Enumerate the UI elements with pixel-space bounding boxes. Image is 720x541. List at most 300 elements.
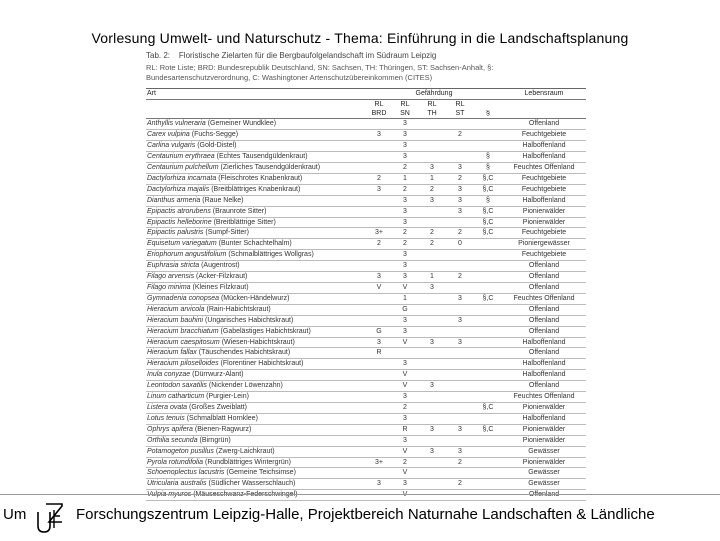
species-common-name: (Birngrün) (199, 436, 231, 444)
rl-st-cell (446, 435, 474, 446)
rl-th-cell (418, 217, 446, 228)
habitat-cell: Feuchtgebiete (502, 173, 586, 184)
species-cell (146, 413, 366, 424)
table-row (146, 173, 586, 184)
rl-brd-cell: V (366, 283, 392, 294)
rl-sn-cell: 2 (392, 163, 418, 174)
table-row (146, 283, 586, 294)
rl-st-cell: 2 (446, 479, 474, 490)
species-cell (146, 272, 366, 283)
habitat-cell: Pionierwälder (502, 457, 586, 468)
rl-brd-cell (366, 163, 392, 174)
species-common-name: (Echtes Tausendgüldenkraut) (216, 153, 308, 161)
rl-brd-cell (366, 468, 392, 479)
table-row (146, 479, 586, 490)
rl-sn-cell: 2 (392, 239, 418, 250)
table-row (146, 130, 586, 141)
protection-cell: § (474, 195, 502, 206)
rl-brd-cell: 3 (366, 479, 392, 490)
species-cell (146, 184, 366, 195)
habitat-cell: Feuchtes Offenland (502, 293, 586, 304)
species-cell (146, 337, 366, 348)
rl-brd-cell: G (366, 326, 392, 337)
species-name: Listera ovata (147, 403, 188, 411)
table-row (146, 402, 586, 413)
table-row (146, 272, 586, 283)
header-rl-st: RL (455, 100, 465, 108)
caption-label: Tab. 2: (146, 51, 171, 60)
protection-cell: §,C (474, 228, 502, 239)
species-cell (146, 457, 366, 468)
species-common-name: (Dürrwurz-Alant) (192, 371, 244, 379)
ufz-logo-icon (32, 498, 74, 536)
rl-brd-cell: 3+ (366, 228, 392, 239)
table-row (146, 163, 586, 174)
rl-st-cell (446, 468, 474, 479)
habitat-cell: Gewässer (502, 468, 586, 479)
habitat-cell: Halboffenland (502, 359, 586, 370)
caption-text: Floristische Zielarten für die Bergbaufolgelandschaft im Südraum Leipzig (178, 51, 437, 60)
habitat-cell: Feuchtgebiete (502, 228, 586, 239)
table-row (146, 381, 586, 392)
protection-cell (474, 370, 502, 381)
rl-st-cell: 3 (446, 184, 474, 195)
habitat-cell: Pionierwälder (502, 424, 586, 435)
footer-divider (0, 494, 720, 495)
rl-sn-cell: 3 (392, 206, 418, 217)
table-row (146, 217, 586, 228)
species-cell (146, 152, 366, 163)
species-common-name: (Täuschendes Habichtskraut) (198, 349, 291, 357)
species-cell (146, 424, 366, 435)
table-row (146, 261, 586, 272)
protection-cell: §,C (474, 173, 502, 184)
habitat-cell: Offenland (502, 119, 586, 130)
protection-cell (474, 141, 502, 152)
rl-brd-cell (366, 152, 392, 163)
species-common-name: (Zwerg-Laichkraut) (215, 447, 275, 455)
protection-cell (474, 326, 502, 337)
rl-sn-cell: 2 (392, 457, 418, 468)
table-row (146, 424, 586, 435)
habitat-cell: Halboffenland (502, 337, 586, 348)
rl-th-cell (418, 457, 446, 468)
rl-brd-cell (366, 261, 392, 272)
rl-st-cell: 3 (446, 195, 474, 206)
species-name: Filago minima (147, 284, 191, 291)
rl-st-cell (446, 217, 474, 228)
rl-th-cell: 3 (418, 381, 446, 392)
species-common-name: (Purgier-Lein) (206, 393, 249, 401)
habitat-cell: Feuchtes Offenland (502, 163, 586, 174)
rl-brd-cell (366, 392, 392, 403)
species-common-name: (Wiesen-Habichtskraut) (221, 338, 295, 346)
species-common-name: (Fleischrotes Knabenkraut) (218, 174, 303, 182)
species-name: Carex vulpina (147, 131, 190, 139)
protection-cell (474, 479, 502, 490)
table-row (146, 250, 586, 261)
species-cell (146, 261, 366, 272)
rl-brd-cell: 3 (366, 130, 392, 141)
rl-st-cell (446, 119, 474, 130)
habitat-cell: Halboffenland (502, 152, 586, 163)
rl-th-cell: 3 (418, 195, 446, 206)
rl-brd-cell (366, 359, 392, 370)
table-row (146, 370, 586, 381)
header-paragraph: § (474, 110, 502, 119)
rl-st-cell: 3 (446, 163, 474, 174)
rl-sn-cell: 3 (392, 130, 418, 141)
species-name: Centaurium pulchellum (147, 164, 219, 172)
rl-th-cell (418, 402, 446, 413)
header-th: TH (418, 110, 446, 119)
protection-cell: §,C (474, 402, 502, 413)
species-name: Hieracium bracchiatum (147, 327, 219, 335)
species-common-name: (Kleines Filzkraut) (192, 284, 249, 291)
species-name: Dactylorhiza incarnata (147, 174, 217, 182)
rl-sn-cell: 3 (392, 272, 418, 283)
habitat-cell: Feuchtgebiete (502, 250, 586, 261)
header-art: Art (146, 89, 366, 100)
species-common-name: (Breitblättriges Knabenkraut) (211, 185, 301, 193)
table-row (146, 119, 586, 130)
species-cell (146, 130, 366, 141)
rl-st-cell: 0 (446, 239, 474, 250)
protection-cell (474, 490, 502, 501)
rl-brd-cell (366, 490, 392, 501)
species-common-name: (Ungarisches Habichtskraut) (204, 316, 294, 324)
rl-sn-cell: 1 (392, 293, 418, 304)
species-common-name: (Mäuseschwanz-Federschwingel) (193, 491, 298, 499)
rl-th-cell: 3 (418, 337, 446, 348)
rl-th-cell (418, 206, 446, 217)
habitat-cell: Halboffenland (502, 370, 586, 381)
protection-cell (474, 272, 502, 283)
table-row (146, 315, 586, 326)
rl-st-cell (446, 413, 474, 424)
rl-th-cell (418, 370, 446, 381)
rl-sn-cell: V (392, 446, 418, 457)
header-rl-th: RL (427, 100, 437, 108)
table-row (146, 490, 586, 501)
rl-st-cell: 3 (446, 337, 474, 348)
species-cell (146, 326, 366, 337)
table-row (146, 293, 586, 304)
rl-brd-cell (366, 381, 392, 392)
protection-cell (474, 413, 502, 424)
rl-th-cell (418, 152, 446, 163)
header-lebensraum: Lebensraum (502, 89, 586, 100)
species-cell (146, 359, 366, 370)
species-cell (146, 435, 366, 446)
rl-st-cell: 3 (446, 315, 474, 326)
rl-brd-cell (366, 402, 392, 413)
species-name: Leontodon saxatilis (147, 382, 207, 390)
species-name: Dactylorhiza majalis (147, 185, 210, 193)
species-name: Dianthus armeria (147, 196, 201, 204)
species-name: Vulpia myuros (147, 491, 192, 499)
species-name: Orthilia secunda (147, 436, 198, 444)
species-name: Potamogeton pusillus (147, 447, 214, 455)
header-row-3 (146, 110, 586, 119)
rl-th-cell (418, 304, 446, 315)
species-cell (146, 163, 366, 174)
rl-sn-cell: 3 (392, 261, 418, 272)
rl-st-cell (446, 261, 474, 272)
species-name: Utricularia australis (147, 480, 207, 488)
rl-st-cell: 3 (446, 424, 474, 435)
rl-sn-cell: 3 (392, 435, 418, 446)
protection-cell (474, 392, 502, 403)
table-row (146, 141, 586, 152)
rl-brd-cell (366, 250, 392, 261)
species-cell (146, 119, 366, 130)
rl-th-cell: 1 (418, 272, 446, 283)
habitat-cell: Offenland (502, 261, 586, 272)
species-common-name: (Gemeiner Wundklee) (207, 120, 277, 128)
protection-cell (474, 239, 502, 250)
rl-st-cell: 2 (446, 457, 474, 468)
rl-sn-cell: 2 (392, 402, 418, 413)
rl-st-cell (446, 326, 474, 337)
habitat-cell: Offenland (502, 272, 586, 283)
species-cell (146, 206, 366, 217)
species-name: Schoenoplectus lacustris (147, 469, 225, 477)
rl-st-cell: 2 (446, 130, 474, 141)
rl-brd-cell (366, 141, 392, 152)
species-name: Centaurium erythraea (147, 153, 215, 161)
species-cell (146, 381, 366, 392)
rl-sn-cell: 1 (392, 173, 418, 184)
rl-st-cell (446, 304, 474, 315)
species-common-name: (Sumpf-Sitter) (205, 229, 249, 237)
rl-sn-cell: V (392, 370, 418, 381)
rl-st-cell: 2 (446, 272, 474, 283)
rl-brd-cell: 2 (366, 173, 392, 184)
habitat-cell: Offenland (502, 490, 586, 501)
species-common-name: (Gold-Distel) (197, 142, 237, 150)
rl-th-cell (418, 348, 446, 359)
rl-st-cell: 2 (446, 228, 474, 239)
species-name: Hieracium bauhini (147, 316, 204, 324)
species-cell (146, 315, 366, 326)
footer-left-text: Um (3, 506, 27, 523)
species-cell (146, 348, 366, 359)
protection-cell (474, 119, 502, 130)
rl-sn-cell: V (392, 490, 418, 501)
table-row (146, 184, 586, 195)
table-row (146, 337, 586, 348)
species-name: Lotus tenuis (147, 414, 185, 422)
rl-th-cell (418, 326, 446, 337)
rl-brd-cell (366, 315, 392, 326)
habitat-cell: Feuchtes Offenland (502, 392, 586, 403)
habitat-cell: Offenland (502, 348, 586, 359)
species-cell (146, 479, 366, 490)
rl-brd-cell (366, 206, 392, 217)
table-row (146, 326, 586, 337)
species-common-name: (Südlicher Wasserschlauch) (208, 480, 296, 488)
habitat-cell: Pionierwälder (502, 206, 586, 217)
protection-cell (474, 304, 502, 315)
rl-th-cell (418, 130, 446, 141)
rl-st-cell (446, 141, 474, 152)
species-name: Equisetum variegatum (147, 240, 217, 248)
protection-cell (474, 435, 502, 446)
species-name: Anthyllis vulneraria (147, 120, 206, 128)
species-common-name: (Schmalblättriges Wollgras) (228, 251, 314, 259)
rl-sn-cell: 3 (392, 152, 418, 163)
protection-cell: §,C (474, 217, 502, 228)
species-name: Ophrys apifera (147, 425, 193, 433)
table-row (146, 457, 586, 468)
species-cell (146, 392, 366, 403)
rl-th-cell (418, 141, 446, 152)
rl-th-cell (418, 435, 446, 446)
species-cell (146, 283, 366, 294)
species-common-name: (Florentiner Habichtskraut) (220, 360, 304, 368)
rl-brd-cell: 3 (366, 272, 392, 283)
species-cell (146, 370, 366, 381)
habitat-cell: Offenland (502, 283, 586, 294)
rl-sn-cell: 3 (392, 141, 418, 152)
rl-st-cell: 2 (446, 173, 474, 184)
header-st: ST (446, 110, 474, 119)
rl-th-cell (418, 392, 446, 403)
rl-th-cell (418, 119, 446, 130)
habitat-cell: Offenland (502, 315, 586, 326)
species-cell (146, 304, 366, 315)
rl-th-cell (418, 261, 446, 272)
species-common-name: (Gemeine Teichsimse) (226, 469, 296, 477)
habitat-cell: Pioniergewässer (502, 239, 586, 250)
rl-sn-cell: R (392, 424, 418, 435)
habitat-cell: Offenland (502, 304, 586, 315)
protection-cell: § (474, 152, 502, 163)
rl-th-cell: 2 (418, 228, 446, 239)
rl-brd-cell (366, 304, 392, 315)
rl-st-cell: 3 (446, 206, 474, 217)
protection-cell: §,C (474, 293, 502, 304)
header-row-2 (146, 99, 586, 109)
species-common-name: (Braunrote Sitter) (212, 207, 267, 215)
rl-th-cell (418, 293, 446, 304)
rl-sn-cell: 3 (392, 326, 418, 337)
protection-cell (474, 359, 502, 370)
species-common-name: (Bienen-Ragwurz) (194, 425, 252, 433)
species-name: Epipactis palustris (147, 229, 204, 237)
species-common-name: (Breitblättrige Sitter) (213, 218, 276, 226)
species-name: Hieracium piloselloides (147, 360, 219, 368)
habitat-cell: Gewässer (502, 479, 586, 490)
species-common-name: (Acker-Filzkraut) (196, 273, 248, 281)
header-row-1 (146, 89, 586, 100)
habitat-cell: Pionierwälder (502, 435, 586, 446)
protection-cell (474, 283, 502, 294)
protection-cell (474, 457, 502, 468)
rl-st-cell (446, 381, 474, 392)
rl-sn-cell: 2 (392, 228, 418, 239)
footer-text: Forschungszentrum Leipzig-Halle, Projektbereich Naturnahe Landschaften & Ländliche (76, 506, 655, 523)
rl-th-cell: 3 (418, 163, 446, 174)
habitat-cell: Halboffenland (502, 141, 586, 152)
rl-th-cell (418, 468, 446, 479)
species-common-name: (Rundblättriges Wintergrün) (204, 458, 291, 466)
rl-brd-cell (366, 370, 392, 381)
species-cell (146, 293, 366, 304)
species-name: Euphrasia stricta (147, 262, 200, 270)
rl-sn-cell (392, 348, 418, 359)
table-row (146, 195, 586, 206)
rl-st-cell (446, 359, 474, 370)
rl-th-cell (418, 359, 446, 370)
species-cell (146, 446, 366, 457)
ufz-logo (32, 498, 74, 536)
species-common-name: (Fuchs-Segge) (191, 131, 239, 139)
header-sn: SN (392, 110, 418, 119)
rl-st-cell (446, 370, 474, 381)
protection-cell (474, 446, 502, 457)
rl-th-cell (418, 413, 446, 424)
rl-st-cell: 3 (446, 293, 474, 304)
rl-brd-cell: 3 (366, 184, 392, 195)
rl-brd-cell (366, 195, 392, 206)
table-caption (146, 50, 586, 61)
species-cell (146, 173, 366, 184)
rl-th-cell (418, 250, 446, 261)
rl-th-cell (418, 315, 446, 326)
habitat-cell: Offenland (502, 326, 586, 337)
rl-th-cell: 3 (418, 424, 446, 435)
rl-th-cell: 3 (418, 283, 446, 294)
rl-st-cell (446, 152, 474, 163)
rl-sn-cell: 3 (392, 250, 418, 261)
species-cell (146, 141, 366, 152)
rl-brd-cell (366, 424, 392, 435)
protection-cell (474, 315, 502, 326)
habitat-cell: Halboffenland (502, 195, 586, 206)
rl-th-cell: 3 (418, 446, 446, 457)
rl-st-cell: 3 (446, 446, 474, 457)
species-cell (146, 468, 366, 479)
rl-st-cell (446, 348, 474, 359)
species-cell (146, 239, 366, 250)
species-name: Inula conyzae (147, 371, 191, 379)
species-name: Carlina vulgaris (147, 142, 196, 150)
habitat-cell: Halboffenland (502, 413, 586, 424)
habitat-cell: Pionierwälder (502, 402, 586, 413)
species-name: Pyrola rotundifolia (147, 458, 204, 466)
rl-st-cell (446, 283, 474, 294)
table-row (146, 446, 586, 457)
protection-cell: § (474, 163, 502, 174)
rl-brd-cell (366, 217, 392, 228)
target-species-table (146, 88, 586, 501)
species-name: Gymnadenia conopsea (147, 294, 219, 302)
rl-st-cell (446, 392, 474, 403)
species-name: Epipactis atrorubens (147, 207, 211, 215)
rl-th-cell (418, 490, 446, 501)
table-row (146, 239, 586, 250)
species-cell (146, 490, 366, 501)
rl-sn-cell: V (392, 381, 418, 392)
species-common-name: (Zierliches Tausendgüldenkraut) (220, 164, 321, 172)
table-legend: RL: Rote Liste; BRD: Bundesrepublik Deutschland, SN: Sachsen, TH: Thüringen, ST: Sachsen-Anhalt, §: Bundesartenschutzverordnung, C: Washingtoner Artenschutzübereinkommen (CITES) (146, 63, 494, 82)
rl-sn-cell: 3 (392, 413, 418, 424)
rl-brd-cell: R (366, 348, 392, 359)
rl-brd-cell: 3 (366, 337, 392, 348)
page-title: Vorlesung Umwelt- und Naturschutz - Thema: Einführung in die Landschaftsplanung (91, 30, 629, 46)
